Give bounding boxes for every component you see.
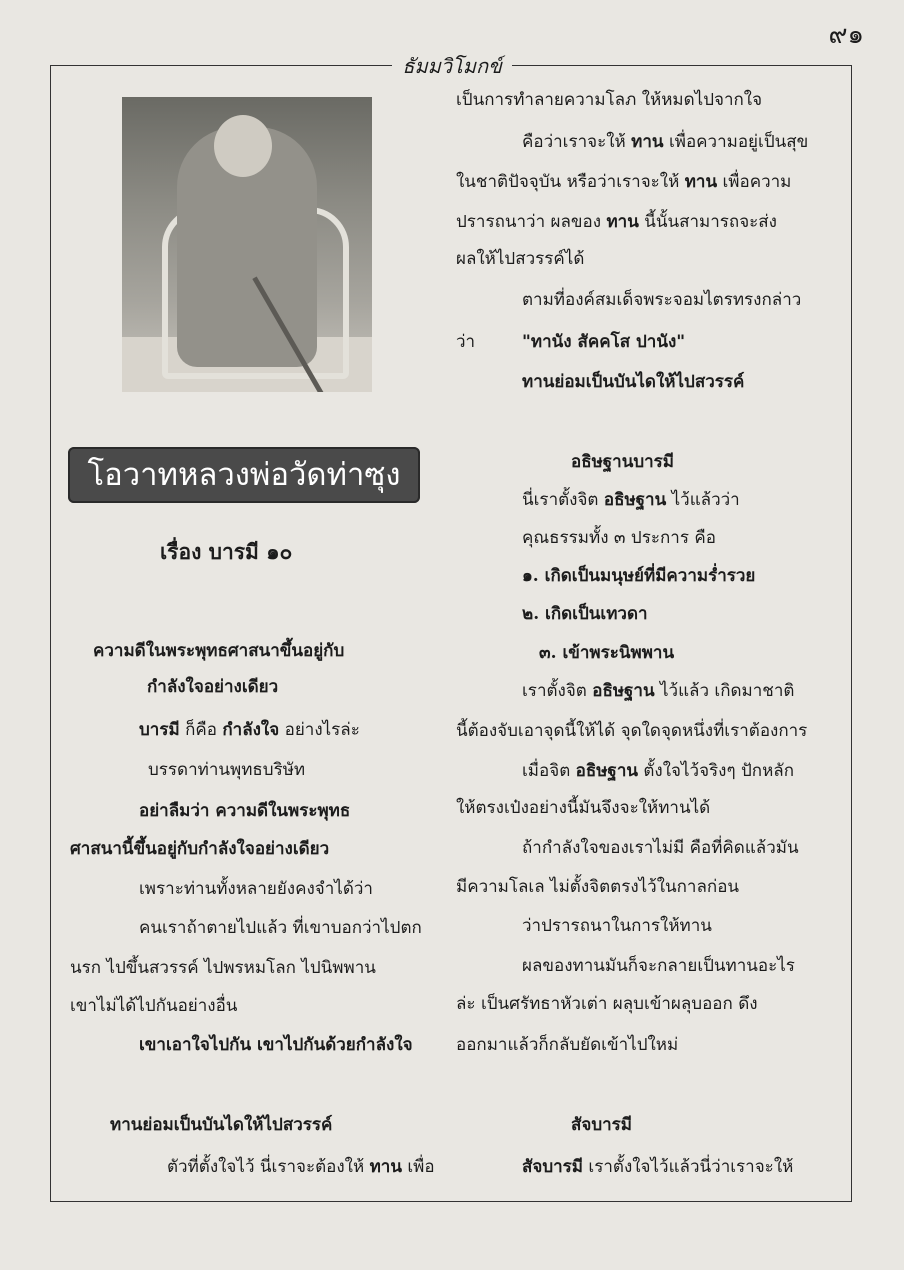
text-segment: ก็คือ (179, 720, 223, 740)
text-segment: อธิษฐาน (592, 681, 655, 701)
right-line-4 (456, 211, 777, 233)
text-segment: คุณธรรมทั้ง ๓ ประการ คือ (522, 528, 716, 548)
right-line-11 (522, 489, 740, 511)
text-segment: มีความโลเล ไม่ตั้งจิตตรงไว้ในกาลก่อน (456, 877, 740, 897)
text-segment: ให้ตรงเป๋งอย่างนี้มันจึงจะให้ทานได้ (456, 798, 711, 818)
right-line-19 (456, 797, 710, 819)
section-heading: เรื่อง บารมี ๑๐ (160, 539, 293, 564)
running-title-text: ธัมมวิโมกข์ (392, 54, 512, 78)
right-line-26 (571, 1114, 632, 1136)
text-segment: ในชาติปัจจุบัน หรือว่าเราจะให้ (456, 172, 685, 192)
right-line-2 (522, 131, 808, 153)
text-segment: ปรารถนาว่า ผลของ (456, 212, 607, 232)
right-line-6 (522, 289, 801, 311)
text-segment: ทาน (606, 212, 639, 232)
text-segment: เราตั้งใจไว้แล้วนี่ว่าเราจะให้ (583, 1157, 794, 1177)
text-segment: ความดีในพระพุทธ (215, 801, 351, 821)
text-segment: ว่าปรารถนาในการให้ทาน (522, 916, 712, 936)
text-segment: ๓. เข้าพระนิพพาน (539, 643, 675, 663)
text-segment: บารมี (139, 720, 180, 740)
text-segment: กำลังใจ (222, 720, 280, 740)
page-number: ๙๑ (828, 20, 864, 50)
left-line-1 (93, 640, 344, 662)
right-line-14 (522, 603, 648, 625)
title-banner-text: โอวาทหลวงพ่อวัดท่าซุง (87, 457, 401, 493)
text-segment: ทาน (684, 172, 718, 192)
right-line-21 (456, 876, 739, 898)
text-segment: เพื่อความ (717, 172, 792, 192)
text-segment: ความดีในพระพุทธศาสนาขึ้นอยู่กับ (93, 641, 345, 661)
text-segment: อธิษฐาน (575, 761, 638, 781)
text-segment: ตั้งใจไว้จริงๆ ปักหลัก (637, 761, 795, 781)
text-segment: เขาเอาใจไปกัน เขาไปกันด้วยกำลังใจ (139, 1035, 413, 1055)
text-segment: อย่างไรล่ะ (279, 720, 360, 740)
left-line-4 (148, 759, 305, 781)
left-line-3 (139, 719, 360, 741)
text-segment: ล่ะ เป็นศรัทธาหัวเต่า ผลุบเข้าผลุบออก ดึง (456, 994, 758, 1014)
text-segment: เขาไม่ได้ไปกันอย่างอื่น (70, 996, 238, 1016)
text-segment: เพราะท่านทั้งหลายยังคงจำได้ว่า (139, 879, 373, 899)
text-segment: บรรดาท่านพุทธบริษัท (148, 760, 306, 780)
text-segment: สัจบารมี (522, 1157, 584, 1177)
title-banner (68, 447, 420, 503)
right-line-8 (522, 331, 685, 353)
text-segment: ออกมาแล้วก็กลับยัดเข้าไปใหม่ (456, 1035, 679, 1055)
text-segment: เราตั้งจิต (522, 681, 593, 701)
text-segment: อย่าลืมว่า (139, 801, 216, 821)
left-line-12 (110, 1114, 332, 1136)
monk-photo (122, 97, 372, 392)
text-segment: "ทานัง สัคคโส ปานัง" (522, 332, 686, 352)
right-line-9 (522, 371, 744, 393)
text-segment: คือว่าเราจะให้ (522, 132, 632, 152)
text-segment: ศาสนานี้ขึ้นอยู่กับกำลังใจอย่างเดียว (70, 839, 330, 859)
right-line-16 (522, 680, 794, 702)
left-line-5 (139, 800, 350, 822)
text-segment: ผลของทานมันก็จะกลายเป็นทานอะไร (522, 956, 795, 976)
text-segment: ทานย่อมเป็นบันไดให้ไปสวรรค์ (522, 372, 745, 392)
right-line-18 (522, 760, 794, 782)
text-segment: ตัวที่ตั้งใจไว้ นี่เราจะต้องให้ (167, 1157, 370, 1177)
text-segment: ทาน (631, 132, 664, 152)
text-segment: ทาน (369, 1157, 402, 1177)
left-line-6 (70, 838, 329, 860)
text-segment: เมื่อจิต (522, 761, 576, 781)
right-line-22 (522, 915, 712, 937)
text-segment: ไว้แล้วว่า (666, 490, 740, 510)
left-line-13 (167, 1156, 435, 1178)
text-segment: ไว้แล้ว เกิดมาชาติ (654, 681, 795, 701)
text-segment: นี้ต้องจับเอาจุดนี้ให้ได้ จุดใดจุดหนึ่งที่เราต้องการ (456, 721, 808, 741)
text-segment: นี่เราตั้งจิต (522, 490, 604, 510)
right-line-20 (522, 837, 799, 859)
photo-head (214, 115, 272, 177)
text-segment: สัจบารมี (571, 1115, 633, 1135)
right-line-17 (456, 720, 807, 742)
right-line-27 (522, 1156, 793, 1178)
text-segment: ๑. เกิดเป็นมนุษย์ที่มีความร่ำรวย (522, 566, 756, 586)
right-line-3 (456, 171, 791, 193)
text-segment: เป็นการทำลายความโลภ ให้หมดไปจากใจ (456, 90, 763, 110)
right-line-13 (522, 565, 755, 587)
text-segment: อธิษฐาน (603, 490, 667, 510)
text-segment: ทานย่อมเป็นบันไดให้ไปสวรรค์ (110, 1115, 333, 1135)
left-line-9 (70, 957, 376, 979)
right-line-7 (456, 331, 475, 353)
text-segment: อธิษฐานบารมี (571, 452, 675, 472)
text-segment: เพื่อ (401, 1157, 435, 1177)
text-segment: ว่า (456, 332, 476, 352)
right-line-5 (456, 248, 584, 270)
text-segment: ถ้ากำลังใจของเราไม่มี คือที่คิดแล้วมัน (522, 838, 799, 858)
text-segment: นรก ไปขึ้นสวรรค์ ไปพรหมโลก ไปนิพพาน (70, 958, 376, 978)
left-line-7 (139, 878, 373, 900)
text-segment: คนเราถ้าตายไปแล้ว ที่เขาบอกว่าไปตก (139, 918, 422, 938)
text-segment: เพื่อความอยู่เป็นสุข (663, 132, 809, 152)
left-line-2 (147, 676, 278, 698)
text-segment: ตามที่องค์สมเด็จพระจอมไตรทรงกล่าว (522, 290, 802, 310)
text-segment: ผลให้ไปสวรรค์ได้ (456, 249, 585, 269)
text-segment: นี้นั้นสามารถจะส่ง (638, 212, 777, 232)
right-line-1 (456, 89, 762, 111)
running-title (0, 50, 904, 82)
right-line-24 (456, 993, 758, 1015)
left-line-10 (70, 995, 237, 1017)
right-line-25 (456, 1034, 678, 1056)
left-line-8 (139, 917, 422, 939)
text-segment: ๒. เกิดเป็นเทวดา (522, 604, 648, 624)
right-line-23 (522, 955, 795, 977)
right-line-15 (539, 642, 674, 664)
text-segment: กำลังใจอย่างเดียว (147, 677, 279, 697)
right-line-10 (571, 451, 674, 473)
left-line-11 (139, 1034, 413, 1056)
right-line-12 (522, 527, 716, 549)
